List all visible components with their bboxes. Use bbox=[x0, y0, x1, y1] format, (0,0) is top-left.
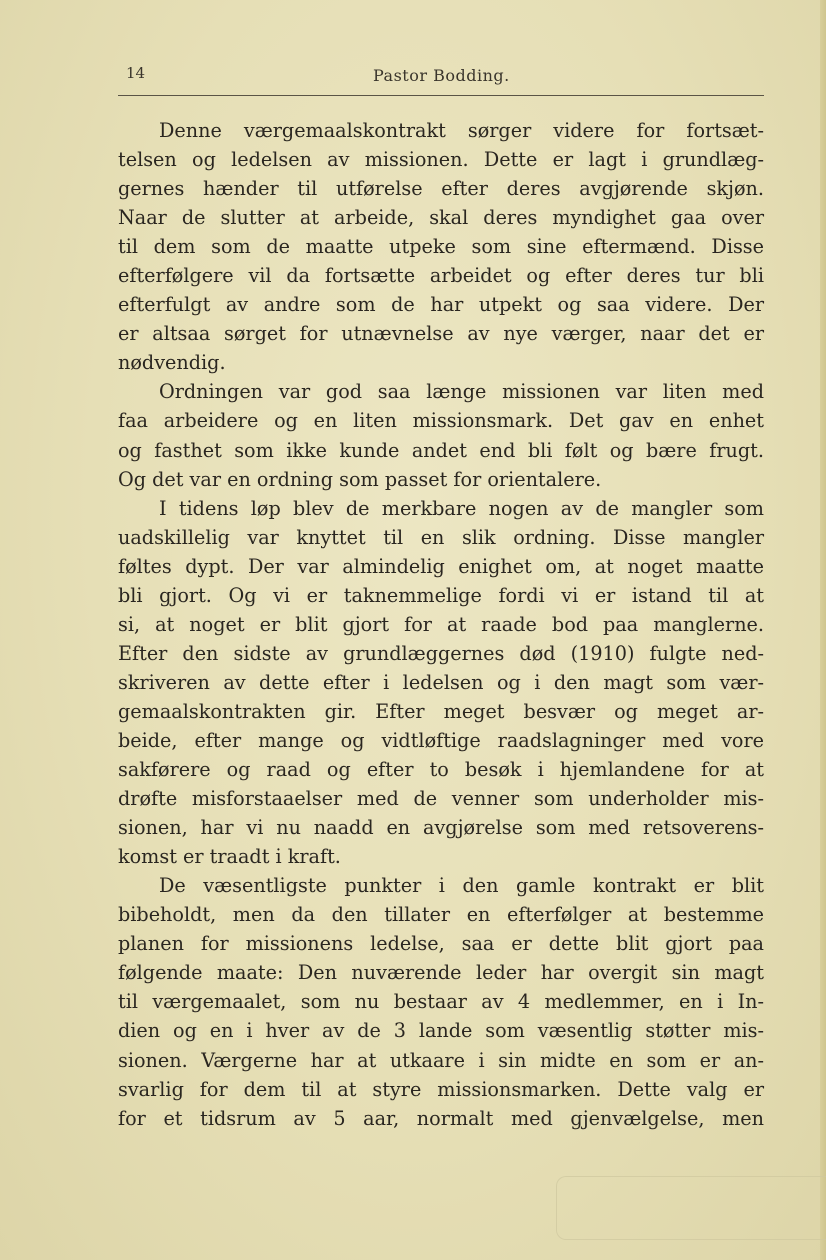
text-line: til værgemaalet, som nu bestaar av 4 medlemmer, en i In- bbox=[118, 990, 764, 1014]
text-line: efterfølgere vil da fortsætte arbeidet og efter deres tur bli bbox=[118, 264, 764, 288]
text-line: De væsentligste punkter i den gamle kontrakt er blit bbox=[159, 874, 764, 898]
text-line: Naar de slutter at arbeide, skal deres myndighet gaa over bbox=[118, 206, 764, 230]
text-line: Denne værgemaalskontrakt sørger videre for fortsæt- bbox=[159, 119, 764, 142]
text-line: beide, efter mange og vidtløftige raadslagninger med vore bbox=[118, 728, 764, 752]
text-line: dien og en i hver av de 3 lande som væsentlig støtter mis- bbox=[118, 1019, 764, 1043]
page-header bbox=[118, 60, 764, 96]
text-line: og fasthet som ikke kunde andet end bli følt og bære frugt. bbox=[118, 438, 764, 462]
text-line: si, at noget er blit gjort for at raade bod paa manglerne. bbox=[118, 612, 764, 636]
text-line: telsen og ledelsen av missionen. Dette er lagt i grundlæg- bbox=[118, 148, 764, 172]
text-line: nødvendig. bbox=[118, 351, 226, 375]
page-number: 14 bbox=[126, 64, 146, 82]
text-line: sionen. Værgerne har at utkaare i sin midte en som er an- bbox=[118, 1048, 764, 1072]
text-line: I tidens løp blev de merkbare nogen av de mangler som bbox=[159, 496, 764, 520]
text-line: bibeholdt, men da den tillater en efterfølger at bestemme bbox=[118, 903, 764, 927]
text-line: drøfte misforstaaelser med de venner som underholder mis- bbox=[118, 787, 764, 811]
text-line: Og det var en ordning som passet for orientalere. bbox=[118, 467, 602, 491]
header-rule bbox=[118, 95, 764, 96]
running-title: Pastor Bodding. bbox=[373, 66, 510, 85]
text-line: gernes hænder til utførelse efter deres avgjørende skjøn. bbox=[118, 177, 764, 201]
text-line: efterfulgt av andre som de har utpekt og saa videre. Der bbox=[118, 293, 764, 317]
text-line: sakførere og raad og efter to besøk i hjemlandene for at bbox=[118, 758, 764, 782]
text-line: er altsaa sørget for utnævnelse av nye værger, naar det er bbox=[118, 322, 764, 346]
text-line: faa arbeidere og en liten missionsmark. Det gav en enhet bbox=[118, 409, 764, 433]
text-line: følgende maate: Den nuværende leder har overgit sin magt bbox=[118, 961, 764, 985]
text-line: bli gjort. Og vi er taknemmelige fordi vi er istand til at bbox=[118, 583, 764, 607]
text-line: til dem som de maatte utpeke som sine eftermænd. Disse bbox=[118, 235, 764, 259]
text-line: komst er traadt i kraft. bbox=[118, 845, 341, 869]
page-edge bbox=[820, 0, 826, 1260]
faint-stamp-mark bbox=[556, 1176, 826, 1240]
text-line: skriveren av dette efter i ledelsen og i den magt som vær- bbox=[118, 670, 764, 694]
body-text bbox=[118, 116, 764, 1133]
text-line: planen for missionens ledelse, saa er dette blit gjort paa bbox=[118, 932, 764, 956]
text-line: gemaalskontrakten gir. Efter meget besvær og meget ar- bbox=[118, 699, 764, 723]
text-line: Ordningen var god saa længe missionen var liten med bbox=[159, 380, 764, 404]
text-line: sionen, har vi nu naadd en avgjørelse som med retsoverens- bbox=[118, 816, 764, 840]
text-line: uadskillelig var knyttet til en slik ordning. Disse mangler bbox=[118, 525, 764, 549]
text-line: føltes dypt. Der var almindelig enighet om, at noget maatte bbox=[118, 554, 764, 578]
text-line: svarlig for dem til at styre missionsmarken. Dette valg er bbox=[118, 1077, 764, 1101]
text-line: Efter den sidste av grundlæggernes død (1910) fulgte ned- bbox=[118, 641, 764, 665]
text-line: for et tidsrum av 5 aar, normalt med gjenvælgelse, men bbox=[118, 1106, 764, 1130]
